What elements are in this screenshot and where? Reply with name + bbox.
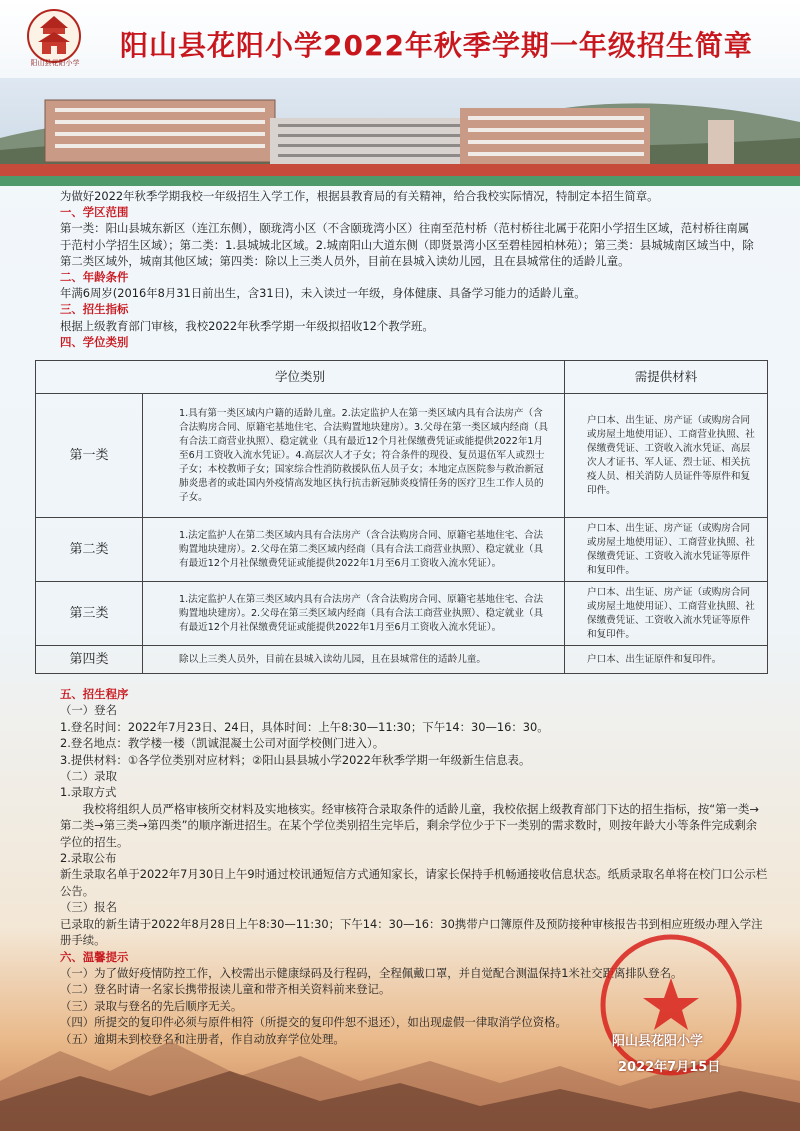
admission-announce-title: 2.录取公布 (60, 851, 117, 866)
category-name: 第四类 (36, 646, 143, 674)
column-header-materials: 需提供材料 (565, 361, 768, 394)
section-3-body: 根据上级教育部门审核，我校2022年秋季学期一年级拟招收12个教学班。 (60, 318, 434, 333)
register-place: 2.登名地点：教学楼一楼（凯诚混凝土公司对面学校侧门进入）。 (60, 736, 385, 751)
table-row (36, 394, 768, 518)
intro-paragraph: 为做好2022年秋季学期我校一年级招生入学工作，根据县教育局的有关精神，给合我校实际情况，特制定本招生简章。 (60, 189, 659, 203)
section-3-heading: 三、招生指标 (60, 302, 129, 317)
admission-method-title: 1.录取方式 (60, 785, 117, 800)
table-row (36, 646, 768, 674)
column-header-category: 学位类别 (36, 361, 565, 394)
admission-method-body: 我校将组织人员严格审核所交材料及实地核实。经审核符合录取条件的适龄儿童，我校依据上级教育部门下达的招生指标，按“第一类→第二类→第三类→第四类”的顺序渐进招生。在某个学位类别招生完毕后，剩余学位少于下一类别的需求数时，则按年龄大小等条件完成剩余学位的招生。 (60, 801, 759, 849)
category-name: 第二类 (36, 518, 143, 582)
sub-heading-admission: （二）录取 (60, 769, 117, 784)
section-2-body: 年满6周岁(2016年8月31日前出生，含31日)，未入读过一年级，身体健康、具备学习能力的适龄儿童。 (60, 286, 586, 301)
category-table (35, 360, 768, 674)
tip-item: （四）所提交的复印件必须与原件相符（所提交的复印件恕不退还），如出现虚假一律取消学位资格。 (60, 1015, 567, 1030)
category-name: 第一类 (36, 394, 143, 518)
section-1-body: 第一类：阳山县城东新区（连江东侧），颐珑湾小区（不含颐珑湾小区）往南至范村桥（范村桥往北属于花阳小学招生区域，范村桥往南属于范村小学招生区域）；第二类：1.县城城北区域。2.城南阳山大道东侧（即贤景湾小区至碧桂园柏林苑）；第三类：县城城南区域当中，除第二类区域外，城南其他区域；第四类：除以上三类人员外，目前在县城入读幼儿园，且在县城常住的适龄儿童。 (60, 221, 754, 268)
sub-heading-register: （一）登名 (60, 703, 117, 718)
section-1-heading: 一、学区范围 (60, 205, 129, 220)
section-2-heading: 二、年龄条件 (60, 270, 129, 285)
section-4-heading: 四、学位类别 (60, 334, 129, 349)
tip-item: （一）为了做好疫情防控工作，入校需出示健康绿码及行程码，全程佩戴口罩，并自觉配合测温保持1米社交距离排队登名。 (60, 965, 683, 980)
table-row (36, 518, 768, 582)
table-row (36, 582, 768, 646)
tip-item: （五）逾期未到校登名和注册者，作自动放弃学位处理。 (60, 1031, 345, 1046)
section-5-heading: 五、招生程序 (60, 687, 129, 701)
body-text (60, 188, 760, 350)
category-description: 1.具有第一类区域内户籍的适龄儿童。2.法定监护人在第一类区域内具有合法房产（含合法购房合同、原籍宅基地住宅、合法购置地块建房）。3.父母在第一类区域内经商（具有合法工商营业执照）、稳定就业（具有最近12个月社保缴费凭证或能提供2022年1月至6月工资收入流水凭证）。4.高层次人才子女；符合条件的现役、复员退伍军人或烈士子女；本校教师子女；国家综合性消防救援队伍人员子女；本地定点医院参与救治新冠肺炎患者的或赴国内外疫情高发地区执行抗击新冠肺炎疫情任务的医疗卫生工作人员的子女。 (143, 394, 565, 518)
logo-caption: 阳山县花阳小学 (30, 59, 80, 67)
sub-heading-enroll: （三）报名 (60, 900, 117, 915)
category-description: 1.法定监护人在第三类区域内具有合法房产（含合法购房合同、原籍宅基地住宅、合法购置地块建房）。2.父母在第三类区域内经商（具有合法工商营业执照）、稳定就业（具有最近12个月社保缴费凭证或能提供2022年1月至6月工资收入流水凭证）。 (143, 582, 565, 646)
enroll-body: 已录取的新生请于2022年8月28日上午8:30—11:30；下午14：30—16：30携带户口簿原件及预防接种审核报告书到相应班级办理入学注册手续。 (60, 916, 763, 948)
page-title: 阳山县花阳小学2022年秋季学期一年级招生简章 (120, 29, 753, 62)
section-6-heading: 六、温馨提示 (60, 949, 129, 964)
register-materials: 3.提供材料：①各学位类别对应材料；②阳山县县城小学2022年秋季学期一年级新生信息表。 (60, 752, 531, 767)
signature-date: 2022年7月15日 (618, 1060, 721, 1075)
signature-school: 阳山县花阳小学 (612, 1034, 704, 1049)
category-materials: 户口本、出生证、房产证（或购房合同或房屋土地使用证）、工商营业执照、社保缴费凭证、工资收入流水凭证等原件和复印件。 (565, 582, 768, 646)
tip-item: （二）登名时请一名家长携带报读儿童和带齐相关资料前来登记。 (60, 982, 391, 997)
register-time: 1.登名时间：2022年7月23日、24日，具体时间：上午8:30—11:30；下午14：30—16：30。 (60, 719, 549, 734)
category-description: 除以上三类人员外，目前在县城入读幼儿园，且在县城常住的适龄儿童。 (143, 646, 565, 674)
category-materials: 户口本、出生证原件和复印件。 (565, 646, 768, 674)
tip-item: （三）录取与登名的先后顺序无关。 (60, 998, 243, 1013)
admission-announce-body: 新生录取名单于2022年7月30日上午9时通过校讯通短信方式通知家长，请家长保持手机畅通接收信息状态。纸质录取名单将在校门口公示栏公告。 (60, 867, 768, 898)
category-description: 1.法定监护人在第二类区域内具有合法房产（含合法购房合同、原籍宅基地住宅、合法购置地块建房）。2.父母在第二类区域内经商（具有合法工商营业执照）、稳定就业（具有最近12个月社保缴费凭证或能提供2022年1月至6月工资收入流水凭证）。 (143, 518, 565, 582)
category-name: 第三类 (36, 582, 143, 646)
table-header-row (36, 361, 768, 394)
category-materials: 户口本、出生证、房产证（或购房合同或房屋土地使用证）、工商营业执照、社保缴费凭证、工资收入流水凭证等原件和复印件。 (565, 518, 768, 582)
category-materials: 户口本、出生证、房产证（或购房合同或房屋土地使用证）、工商营业执照、社保缴费凭证、工资收入流水凭证、高层次人才证书、军人证、烈士证、相关抗疫人员、相关消防人员证件等原件和复印件。 (565, 394, 768, 518)
campus-photo (0, 78, 800, 186)
